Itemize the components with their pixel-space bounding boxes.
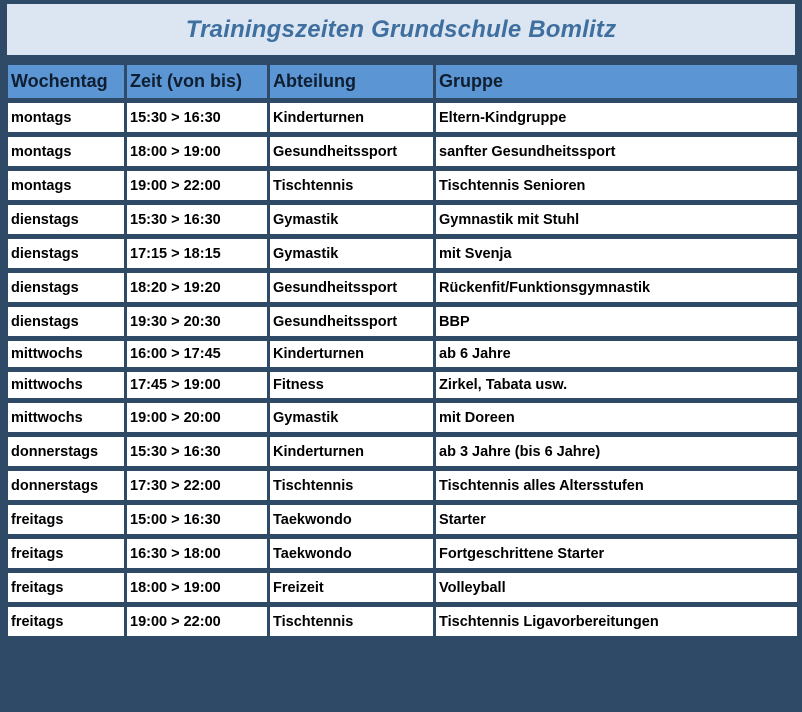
cell-zeit: 18:00 > 19:00 [127,573,267,602]
cell-wochentag: montags [8,171,124,200]
cell-abteilung: Gymastik [270,205,433,234]
cell-wochentag: dienstags [8,307,124,336]
cell-wochentag: montags [8,103,124,132]
cell-abteilung: Tischtennis [270,607,433,636]
cell-abteilung: Taekwondo [270,505,433,534]
column-header-abteilung: Abteilung [270,65,433,98]
cell-zeit: 17:30 > 22:00 [127,471,267,500]
table-row [8,205,797,234]
table-row [8,573,797,602]
cell-zeit: 18:00 > 19:00 [127,137,267,166]
table-row [8,505,797,534]
cell-zeit: 18:20 > 19:20 [127,273,267,302]
table-row [8,137,797,166]
table-row [8,539,797,568]
table-row [8,437,797,466]
cell-gruppe: Tischtennis alles Altersstufen [436,471,797,500]
cell-gruppe: ab 3 Jahre (bis 6 Jahre) [436,437,797,466]
table-row [8,273,797,302]
cell-abteilung: Gesundheitssport [270,137,433,166]
cell-wochentag: freitags [8,539,124,568]
table-row [8,171,797,200]
cell-abteilung: Tischtennis [270,471,433,500]
cell-gruppe: BBP [436,307,797,336]
cell-abteilung: Gymastik [270,403,433,432]
cell-wochentag: mittwochs [8,372,124,398]
table-row [8,403,797,432]
cell-wochentag: dienstags [8,273,124,302]
cell-gruppe: mit Svenja [436,239,797,268]
title-banner [7,4,795,55]
cell-abteilung: Gymastik [270,239,433,268]
cell-zeit: 17:45 > 19:00 [127,372,267,398]
cell-wochentag: donnerstags [8,437,124,466]
cell-gruppe: Starter [436,505,797,534]
page-title: Trainingszeiten Grundschule Bomlitz [185,15,617,43]
cell-abteilung: Gesundheitssport [270,307,433,336]
cell-gruppe: Gymnastik mit Stuhl [436,205,797,234]
cell-wochentag: montags [8,137,124,166]
table-row [8,239,797,268]
cell-gruppe: Rückenfit/Funktionsgymnastik [436,273,797,302]
cell-zeit: 16:00 > 17:45 [127,341,267,367]
cell-wochentag: donnerstags [8,471,124,500]
cell-wochentag: dienstags [8,239,124,268]
cell-abteilung: Kinderturnen [270,437,433,466]
table-row [8,471,797,500]
table-row [8,607,797,636]
table-row [8,103,797,132]
cell-gruppe: Eltern-Kindgruppe [436,103,797,132]
cell-gruppe: Volleyball [436,573,797,602]
cell-abteilung: Fitness [270,372,433,398]
cell-wochentag: freitags [8,607,124,636]
column-header-wochentag: Wochentag [8,65,124,98]
cell-zeit: 19:00 > 22:00 [127,607,267,636]
schedule-table [5,60,800,641]
cell-gruppe: Zirkel, Tabata usw. [436,372,797,398]
cell-abteilung: Tischtennis [270,171,433,200]
cell-wochentag: dienstags [8,205,124,234]
cell-abteilung: Taekwondo [270,539,433,568]
cell-wochentag: freitags [8,573,124,602]
cell-gruppe: ab 6 Jahre [436,341,797,367]
cell-zeit: 16:30 > 18:00 [127,539,267,568]
cell-abteilung: Gesundheitssport [270,273,433,302]
cell-wochentag: freitags [8,505,124,534]
cell-zeit: 19:00 > 20:00 [127,403,267,432]
cell-zeit: 15:30 > 16:30 [127,205,267,234]
cell-gruppe: Tischtennis Senioren [436,171,797,200]
cell-zeit: 15:30 > 16:30 [127,103,267,132]
column-header-zeit: Zeit (von bis) [127,65,267,98]
cell-zeit: 19:00 > 22:00 [127,171,267,200]
cell-wochentag: mittwochs [8,341,124,367]
cell-gruppe: Tischtennis Ligavorbereitungen [436,607,797,636]
cell-gruppe: mit Doreen [436,403,797,432]
cell-abteilung: Kinderturnen [270,103,433,132]
header-row [8,65,797,98]
cell-zeit: 17:15 > 18:15 [127,239,267,268]
cell-abteilung: Kinderturnen [270,341,433,367]
cell-zeit: 19:30 > 20:30 [127,307,267,336]
cell-zeit: 15:30 > 16:30 [127,437,267,466]
table-row [8,341,797,367]
column-header-gruppe: Gruppe [436,65,797,98]
table-row [8,307,797,336]
cell-zeit: 15:00 > 16:30 [127,505,267,534]
cell-abteilung: Freizeit [270,573,433,602]
table-row [8,372,797,398]
schedule-rows [8,103,797,636]
cell-gruppe: Fortgeschrittene Starter [436,539,797,568]
cell-gruppe: sanfter Gesundheitssport [436,137,797,166]
cell-wochentag: mittwochs [8,403,124,432]
